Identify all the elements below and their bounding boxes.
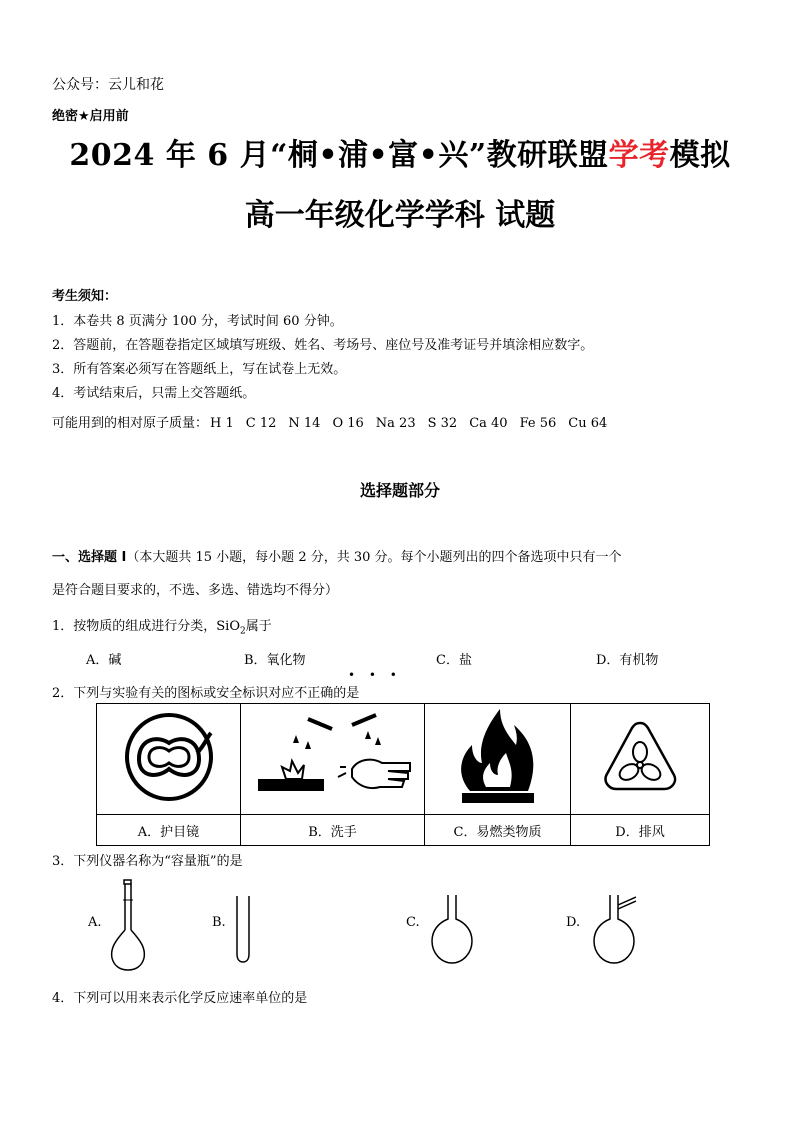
exhaust-fan-icon [600, 717, 680, 797]
q1-stem-sub: 2 [240, 626, 246, 637]
atomic-mass-item: S 32 [427, 416, 458, 431]
question-4-stem: 4．下列可以用来表示化学反应速率单位的是 [52, 991, 308, 1006]
goggles-cell [97, 704, 241, 815]
title-part1: 2024 年 6 月“桐•浦•富•兴”教研联盟 [69, 138, 609, 173]
q1-option-a[interactable]: A．碱 [86, 653, 122, 668]
test-tube-icon[interactable] [232, 894, 254, 964]
round-bottom-flask-icon[interactable] [428, 893, 476, 965]
q1-option-c[interactable]: C．盐 [436, 653, 472, 668]
q3-option-c-label[interactable]: C. [406, 915, 420, 930]
q1-stem-post: 属于 [245, 619, 272, 634]
wash-hands-cell [241, 704, 425, 815]
atomic-mass-line [52, 412, 619, 431]
part-heading [52, 546, 622, 565]
atomic-mass-item: Fe 56 [519, 416, 557, 431]
volumetric-flask-icon[interactable] [106, 878, 150, 972]
exhaust-cell [571, 704, 710, 815]
flammable-cell [425, 704, 571, 815]
gongzhonghao-label: 公众号：云儿和花 [52, 77, 164, 93]
label-exhaust[interactable]: D．排风 [571, 815, 710, 846]
q3-option-b-label[interactable]: B. [212, 915, 226, 930]
goggles-icon [119, 707, 219, 807]
notice-heading: 考生须知： [52, 289, 118, 304]
q3-option-a-label[interactable]: A. [88, 915, 102, 930]
notice-item: 2．答题前，在答题卷指定区域填写班级、姓名、考场号、座位号及准考证号并填涂相应数字。 [52, 338, 594, 353]
emphasis-dots: • • • [348, 668, 402, 682]
notice-item: 3．所有答案必须写在答题纸上，写在试卷上无效。 [52, 362, 347, 377]
question-2-stem: 2．下列与实验有关的图标或安全标识对应不正确的是 [52, 686, 360, 701]
exam-title-line2: 高一年级化学学科 试题 [244, 198, 556, 233]
q1-stem-pre: 1．按物质的组成进行分类，SiO [52, 619, 240, 634]
distilling-flask-icon[interactable] [590, 893, 650, 965]
atomic-mass-item: C 12 [245, 416, 277, 431]
part-heading-bold: 一、选择题 Ⅰ [52, 550, 127, 565]
atomic-mass-item: H 1 [210, 416, 234, 431]
q1-option-b[interactable]: B．氧化物 [244, 653, 306, 668]
notice-item: 1．本卷共 8 页满分 100 分，考试时间 60 分钟。 [52, 314, 343, 329]
atomic-mass-item: Na 23 [375, 416, 416, 431]
wash-hands-icon [248, 707, 418, 807]
question-1-stem [52, 615, 272, 637]
atomic-mass-item: Ca 40 [469, 416, 508, 431]
atomic-mass-item: N 14 [288, 416, 321, 431]
label-goggles[interactable]: A．护目镜 [97, 815, 241, 846]
exam-title-line1 [0, 130, 800, 174]
flame-icon [448, 705, 548, 809]
notice-item: 4．考试结束后，只需上交答题纸。 [52, 386, 256, 401]
safety-icons-table [96, 703, 710, 846]
label-wash-hands[interactable]: B．洗手 [241, 815, 425, 846]
atomic-mass-item: O 16 [332, 416, 364, 431]
section-title: 选择题部分 [359, 481, 440, 500]
atomic-mass-item: Cu 64 [568, 416, 608, 431]
part-heading-rest: （本大题共 15 小题，每小题 2 分，共 30 分。每个小题列出的四个备选项中只有一个 [126, 550, 622, 565]
atomic-mass-label: 可能用到的相对原子质量： [52, 416, 209, 431]
label-flammable[interactable]: C．易燃类物质 [425, 815, 571, 846]
part-heading-line2: 是符合题目要求的，不选、多选、错选均不得分） [52, 583, 339, 598]
question-3-stem: 3．下列仪器名称为“容量瓶”的是 [52, 854, 243, 869]
title-part3: 模拟 [669, 138, 731, 173]
q3-option-d-label[interactable]: D. [566, 915, 581, 930]
title-red-part: 学考 [608, 138, 670, 173]
secret-mark: 绝密★启用前 [52, 109, 129, 124]
q1-option-d[interactable]: D．有机物 [596, 653, 659, 668]
